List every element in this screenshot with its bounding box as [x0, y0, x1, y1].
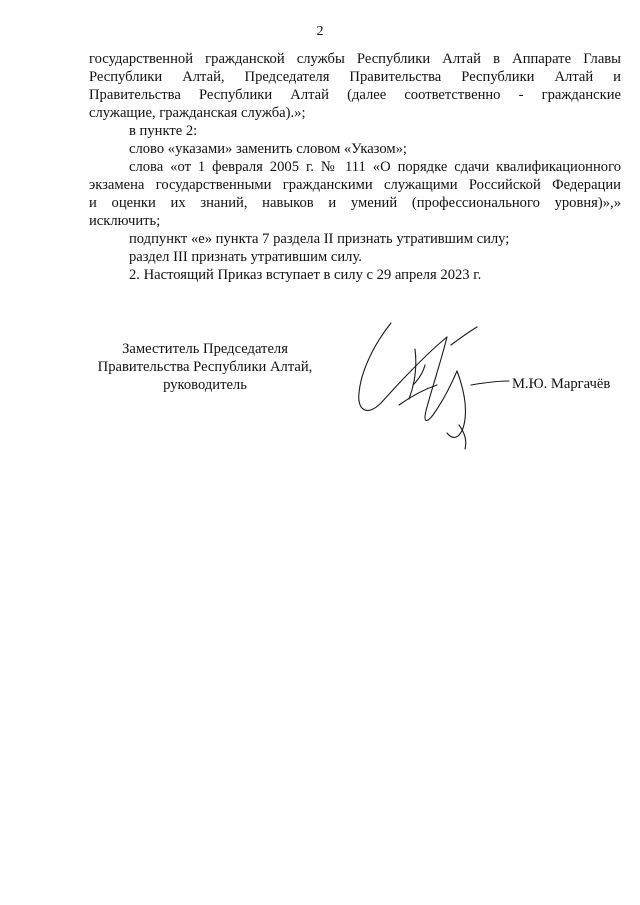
signer-title [80, 340, 330, 394]
page-number: 2 [316, 24, 324, 39]
document-body [89, 50, 621, 284]
signature-block [0, 340, 640, 460]
text-line: государственной гражданской службы Республики Алтай в Аппарате Главы [89, 51, 621, 67]
paragraph-delete-words [89, 158, 621, 230]
paragraph-effective-date: 2. Настоящий Приказ вступает в силу с 29 апреля 2023 г. [129, 267, 482, 283]
text-line: и оценки их знаний, навыков и умений (профессионального уровня)»,» [89, 195, 621, 211]
paragraph-continuation [89, 50, 621, 122]
signer-title-line: Заместитель Председателя [122, 341, 288, 357]
text-line: Правительства Республики Алтай (далее соответственно - гражданские [89, 87, 621, 103]
paragraph-subpoint-void: подпункт «е» пункта 7 раздела II признать утратившим силу; [129, 231, 510, 247]
paragraph-replace-word: слово «указами» заменить словом «Указом»; [129, 141, 407, 157]
text-line: Республики Алтай, Председателя Правительства Республики Алтай и [89, 69, 621, 85]
signer-name: М.Ю. Маргачёв [512, 376, 611, 392]
signer-title-line: Правительства Республики Алтай, [97, 359, 313, 375]
text-line: исключить; [89, 213, 161, 229]
text-line: экзамена государственными гражданскими служащими Российской Федерации [89, 177, 621, 193]
text-line: слова «от 1 февраля 2005 г. № 111 «О порядке сдачи квалификационного [129, 159, 621, 175]
paragraph-point-2: в пункте 2: [129, 123, 198, 139]
handwritten-signature [355, 315, 515, 455]
paragraph-section-void: раздел III признать утратившим силу. [129, 249, 362, 265]
text-line: служащие, гражданская служба).»; [89, 105, 306, 121]
signer-title-line: руководитель [163, 377, 247, 393]
